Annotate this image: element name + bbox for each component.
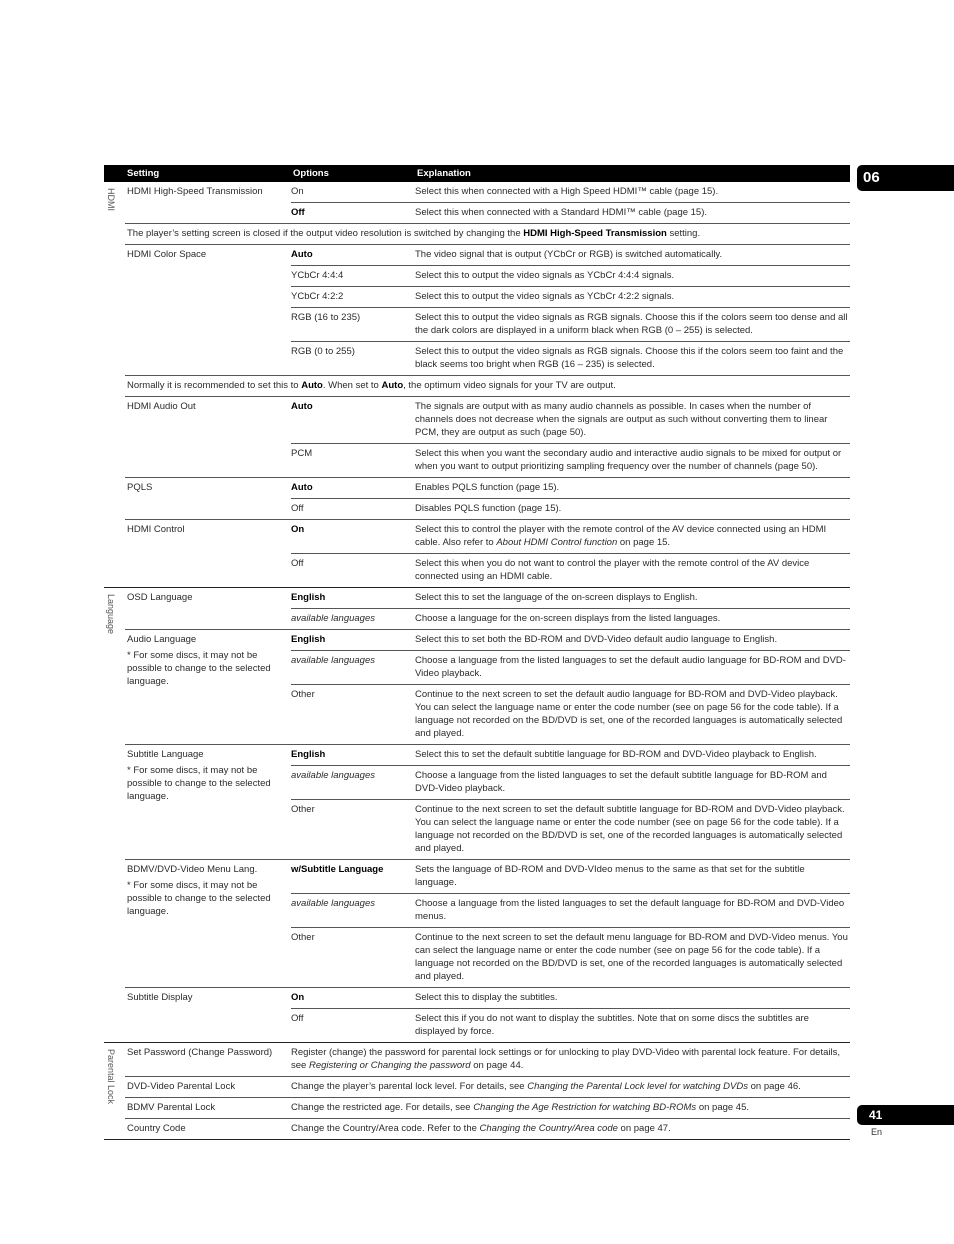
option-row bbox=[291, 286, 850, 307]
option-value: Auto bbox=[291, 401, 313, 412]
setting-name: BDMV/DVD-Video Menu Lang. bbox=[127, 864, 258, 875]
note-hdmi-color-space: Normally it is recommended to set this to Auto. When set to Auto, the optimum video signals for your TV are output. bbox=[125, 375, 850, 396]
setting-hdmi-control bbox=[125, 519, 850, 587]
settings-table bbox=[104, 165, 850, 1140]
option-value: PCM bbox=[291, 448, 313, 459]
hdmi-group bbox=[104, 182, 850, 588]
hdmi-group-label: HDMI bbox=[106, 188, 116, 211]
setting-explanation: Change the player’s parental lock level. For details, see Changing the Parental Lock level for watching DVDs on page 46. bbox=[291, 1081, 801, 1092]
setting-name: PQLS bbox=[127, 482, 153, 493]
parental-lock-group bbox=[104, 1043, 850, 1140]
option-value: On bbox=[291, 524, 305, 535]
setting-name: HDMI Color Space bbox=[127, 249, 207, 260]
option-explanation: Select this when connected with a Standard HDMI™ cable (page 15). bbox=[415, 207, 708, 218]
option-row bbox=[291, 893, 850, 927]
option-explanation: Choose a language for the on-screen displays from the listed languages. bbox=[415, 613, 721, 624]
option-value: available languages bbox=[291, 770, 375, 781]
option-value: English bbox=[291, 749, 326, 760]
setting-name: Subtitle Display bbox=[127, 992, 193, 1003]
option-row bbox=[291, 630, 850, 650]
option-explanation: Sets the language of BD-ROM and DVD-VIdeo menus to the same as that set for the subtitle language. bbox=[415, 864, 805, 888]
option-row bbox=[291, 520, 850, 553]
setting-hdmi-audio-out bbox=[125, 396, 850, 477]
setting-name: DVD-Video Parental Lock bbox=[127, 1081, 236, 1092]
option-value: On bbox=[291, 992, 305, 1003]
option-row bbox=[291, 1008, 850, 1042]
setting-subtitle-display bbox=[125, 987, 850, 1042]
setting-name: HDMI High-Speed Transmission bbox=[127, 186, 263, 197]
setting-name: HDMI Control bbox=[127, 524, 185, 535]
option-explanation: Enables PQLS function (page 15). bbox=[415, 482, 560, 493]
header-explanation: Explanation bbox=[417, 168, 471, 179]
option-value: YCbCr 4:4:4 bbox=[291, 270, 344, 281]
header-setting: Setting bbox=[127, 168, 160, 179]
option-value: Other bbox=[291, 932, 315, 943]
option-explanation: Choose a language from the listed languages to set the default subtitle language for BD-ROM and DVD-Video playback. bbox=[415, 770, 827, 794]
option-row bbox=[291, 478, 850, 498]
setting-note: * For some discs, it may not be possible to change to the selected language. bbox=[127, 765, 271, 802]
setting-name: Country Code bbox=[127, 1123, 186, 1134]
option-explanation: Select this to set both the BD-ROM and DVD-Video default audio language to English. bbox=[415, 634, 778, 645]
option-value: Other bbox=[291, 689, 315, 700]
option-row bbox=[291, 245, 850, 265]
option-explanation: Select this to output the video signals as RGB signals. Choose this if the colors seem too faint and the black seems too bright when RGB (16 – 235) is selected. bbox=[415, 346, 844, 370]
option-row bbox=[291, 553, 850, 587]
option-explanation: Select this when you want the secondary audio and interactive audio signals to be mixed for output or when you want to output prioritizing sampling frequency over the number of channels (page 50). bbox=[415, 448, 842, 472]
setting-note: * For some discs, it may not be possible to change to the selected language. bbox=[127, 880, 271, 917]
option-explanation: Disables PQLS function (page 15). bbox=[415, 503, 562, 514]
option-value: English bbox=[291, 634, 326, 645]
parental-lock-group-label: Parental Lock bbox=[106, 1049, 116, 1105]
setting-osd-language bbox=[125, 588, 850, 629]
setting-subtitle-language bbox=[125, 744, 850, 859]
option-explanation: Select this when you do not want to control the player with the remote control of the AV device connected using an HDMI cable. bbox=[415, 558, 810, 582]
option-explanation: Select this to output the video signals as YCbCr 4:4:4 signals. bbox=[415, 270, 675, 281]
option-value: Other bbox=[291, 804, 315, 815]
language-group-label: Language bbox=[106, 594, 116, 635]
setting-name: Subtitle Language bbox=[127, 749, 204, 760]
option-row bbox=[291, 988, 850, 1008]
setting-name: HDMI Audio Out bbox=[127, 401, 196, 412]
option-explanation: Select this when connected with a High Speed HDMI™ cable (page 15). bbox=[415, 186, 719, 197]
setting-audio-language bbox=[125, 629, 850, 744]
option-row bbox=[291, 927, 850, 987]
setting-name: OSD Language bbox=[127, 592, 193, 603]
option-value: Off bbox=[291, 207, 305, 218]
option-row bbox=[291, 860, 850, 893]
setting-hdmi-high-speed bbox=[125, 182, 850, 223]
language-code: En bbox=[871, 1127, 883, 1137]
setting-explanation: Change the Country/Area code. Refer to the Changing the Country/Area code on page 47. bbox=[291, 1123, 671, 1134]
table-header bbox=[104, 165, 850, 182]
option-explanation: Choose a language from the listed languages to set the default language for BD-ROM and DVD-Video menus. bbox=[415, 898, 845, 922]
option-explanation: Select this to set the default subtitle language for BD-ROM and DVD-Video playback to English. bbox=[415, 749, 817, 760]
option-value: Auto bbox=[291, 249, 313, 260]
option-explanation: Select this to display the subtitles. bbox=[415, 992, 558, 1003]
option-explanation: The video signal that is output (YCbCr or RGB) is switched automatically. bbox=[415, 249, 723, 260]
option-row bbox=[291, 765, 850, 799]
option-row bbox=[291, 608, 850, 629]
option-row bbox=[291, 307, 850, 341]
option-value: English bbox=[291, 592, 326, 603]
setting-name: BDMV Parental Lock bbox=[127, 1102, 216, 1113]
option-value: On bbox=[291, 186, 304, 197]
setting-dvd-parental-lock bbox=[125, 1076, 850, 1097]
setting-name: Set Password (Change Password) bbox=[127, 1047, 273, 1058]
option-row bbox=[291, 498, 850, 519]
option-row bbox=[291, 650, 850, 684]
header-options: Options bbox=[293, 168, 329, 179]
note-hdmi-high-speed: The player’s setting screen is closed if the output video resolution is switched by changing the HDMI High-Speed Transmission setting. bbox=[125, 223, 850, 244]
chapter-number-tab: 06 bbox=[857, 165, 954, 191]
page-number-tab: 41 bbox=[857, 1105, 954, 1125]
option-row bbox=[291, 799, 850, 859]
language-group bbox=[104, 588, 850, 1043]
option-row bbox=[291, 182, 850, 202]
option-row bbox=[291, 684, 850, 744]
option-value: Auto bbox=[291, 482, 313, 493]
option-explanation: Continue to the next screen to set the default subtitle language for BD-ROM and DVD-Video playback. You can select the language name or enter the code number (see on page 56 for the code table). If a language not recorded on the BD/DVD is set, one of the recorded languages is automatically selected and played. bbox=[415, 804, 845, 854]
option-row bbox=[291, 443, 850, 477]
option-row bbox=[291, 202, 850, 223]
setting-explanation: Change the restricted age. For details, see Changing the Age Restriction for watching BD-ROMs on page 45. bbox=[291, 1102, 750, 1113]
setting-country-code bbox=[125, 1118, 850, 1139]
setting-hdmi-color-space bbox=[125, 244, 850, 375]
setting-name: Audio Language bbox=[127, 634, 197, 645]
option-value: available languages bbox=[291, 613, 375, 624]
option-row bbox=[291, 397, 850, 443]
option-row bbox=[291, 265, 850, 286]
setting-set-password bbox=[125, 1043, 850, 1076]
option-value: available languages bbox=[291, 898, 375, 909]
setting-note: * For some discs, it may not be possible to change to the selected language. bbox=[127, 650, 271, 687]
option-explanation: The signals are output with as many audio channels as possible. In cases when the number of channels does not decrease when the signals are output as such without converting them to linear PCM, they are output as such (page 50). bbox=[415, 401, 828, 438]
option-value: Off bbox=[291, 1013, 304, 1024]
setting-explanation: Register (change) the password for parental lock settings or for unlocking to play DVD-Video with parental lock feature. For details, see Registering or Changing the password on page 44. bbox=[291, 1047, 840, 1071]
option-row bbox=[291, 588, 850, 608]
option-value: Off bbox=[291, 503, 304, 514]
option-value: RGB (0 to 255) bbox=[291, 346, 355, 357]
setting-pqls bbox=[125, 477, 850, 519]
option-value: available languages bbox=[291, 655, 375, 666]
option-explanation: Continue to the next screen to set the default audio language for BD-ROM and DVD-Video playback. You can select the language name or enter the code number (see on page 56 for the code table). If a language not recorded on the BD/DVD is set, one of the recorded languages is automatically selected and played. bbox=[415, 689, 843, 739]
option-explanation: Select this to control the player with the remote control of the AV device connected using an HDMI cable. Also refer to About HDMI Control function on page 15. bbox=[415, 524, 827, 548]
setting-menu-language bbox=[125, 859, 850, 987]
option-row bbox=[291, 745, 850, 765]
option-explanation: Continue to the next screen to set the default menu language for BD-ROM and DVD-Video menus. You can select the language name or enter the code number (see on page 56 for the code table). If a language not recorded on the BD/DVD is set, one of the recorded languages is automatically selected and played. bbox=[415, 932, 848, 982]
option-value: RGB (16 to 235) bbox=[291, 312, 361, 323]
option-explanation: Select this to output the video signals as YCbCr 4:2:2 signals. bbox=[415, 291, 675, 302]
option-row bbox=[291, 341, 850, 375]
option-explanation: Select this to set the language of the on-screen displays to English. bbox=[415, 592, 698, 603]
option-explanation: Select this if you do not want to display the subtitles. Note that on some discs the subtitles are displayed by force. bbox=[415, 1013, 809, 1037]
option-value: Off bbox=[291, 558, 304, 569]
option-value: w/Subtitle Language bbox=[291, 864, 384, 875]
option-explanation: Select this to output the video signals as RGB signals. Choose this if the colors seem too dense and all the dark colors are displayed in a uniform black when RGB (0 – 255) is selected. bbox=[415, 312, 848, 336]
setting-bdmv-parental-lock bbox=[125, 1097, 850, 1118]
option-value: YCbCr 4:2:2 bbox=[291, 291, 344, 302]
option-explanation: Choose a language from the listed languages to set the default audio language for BD-ROM and DVD-Video playback. bbox=[415, 655, 846, 679]
